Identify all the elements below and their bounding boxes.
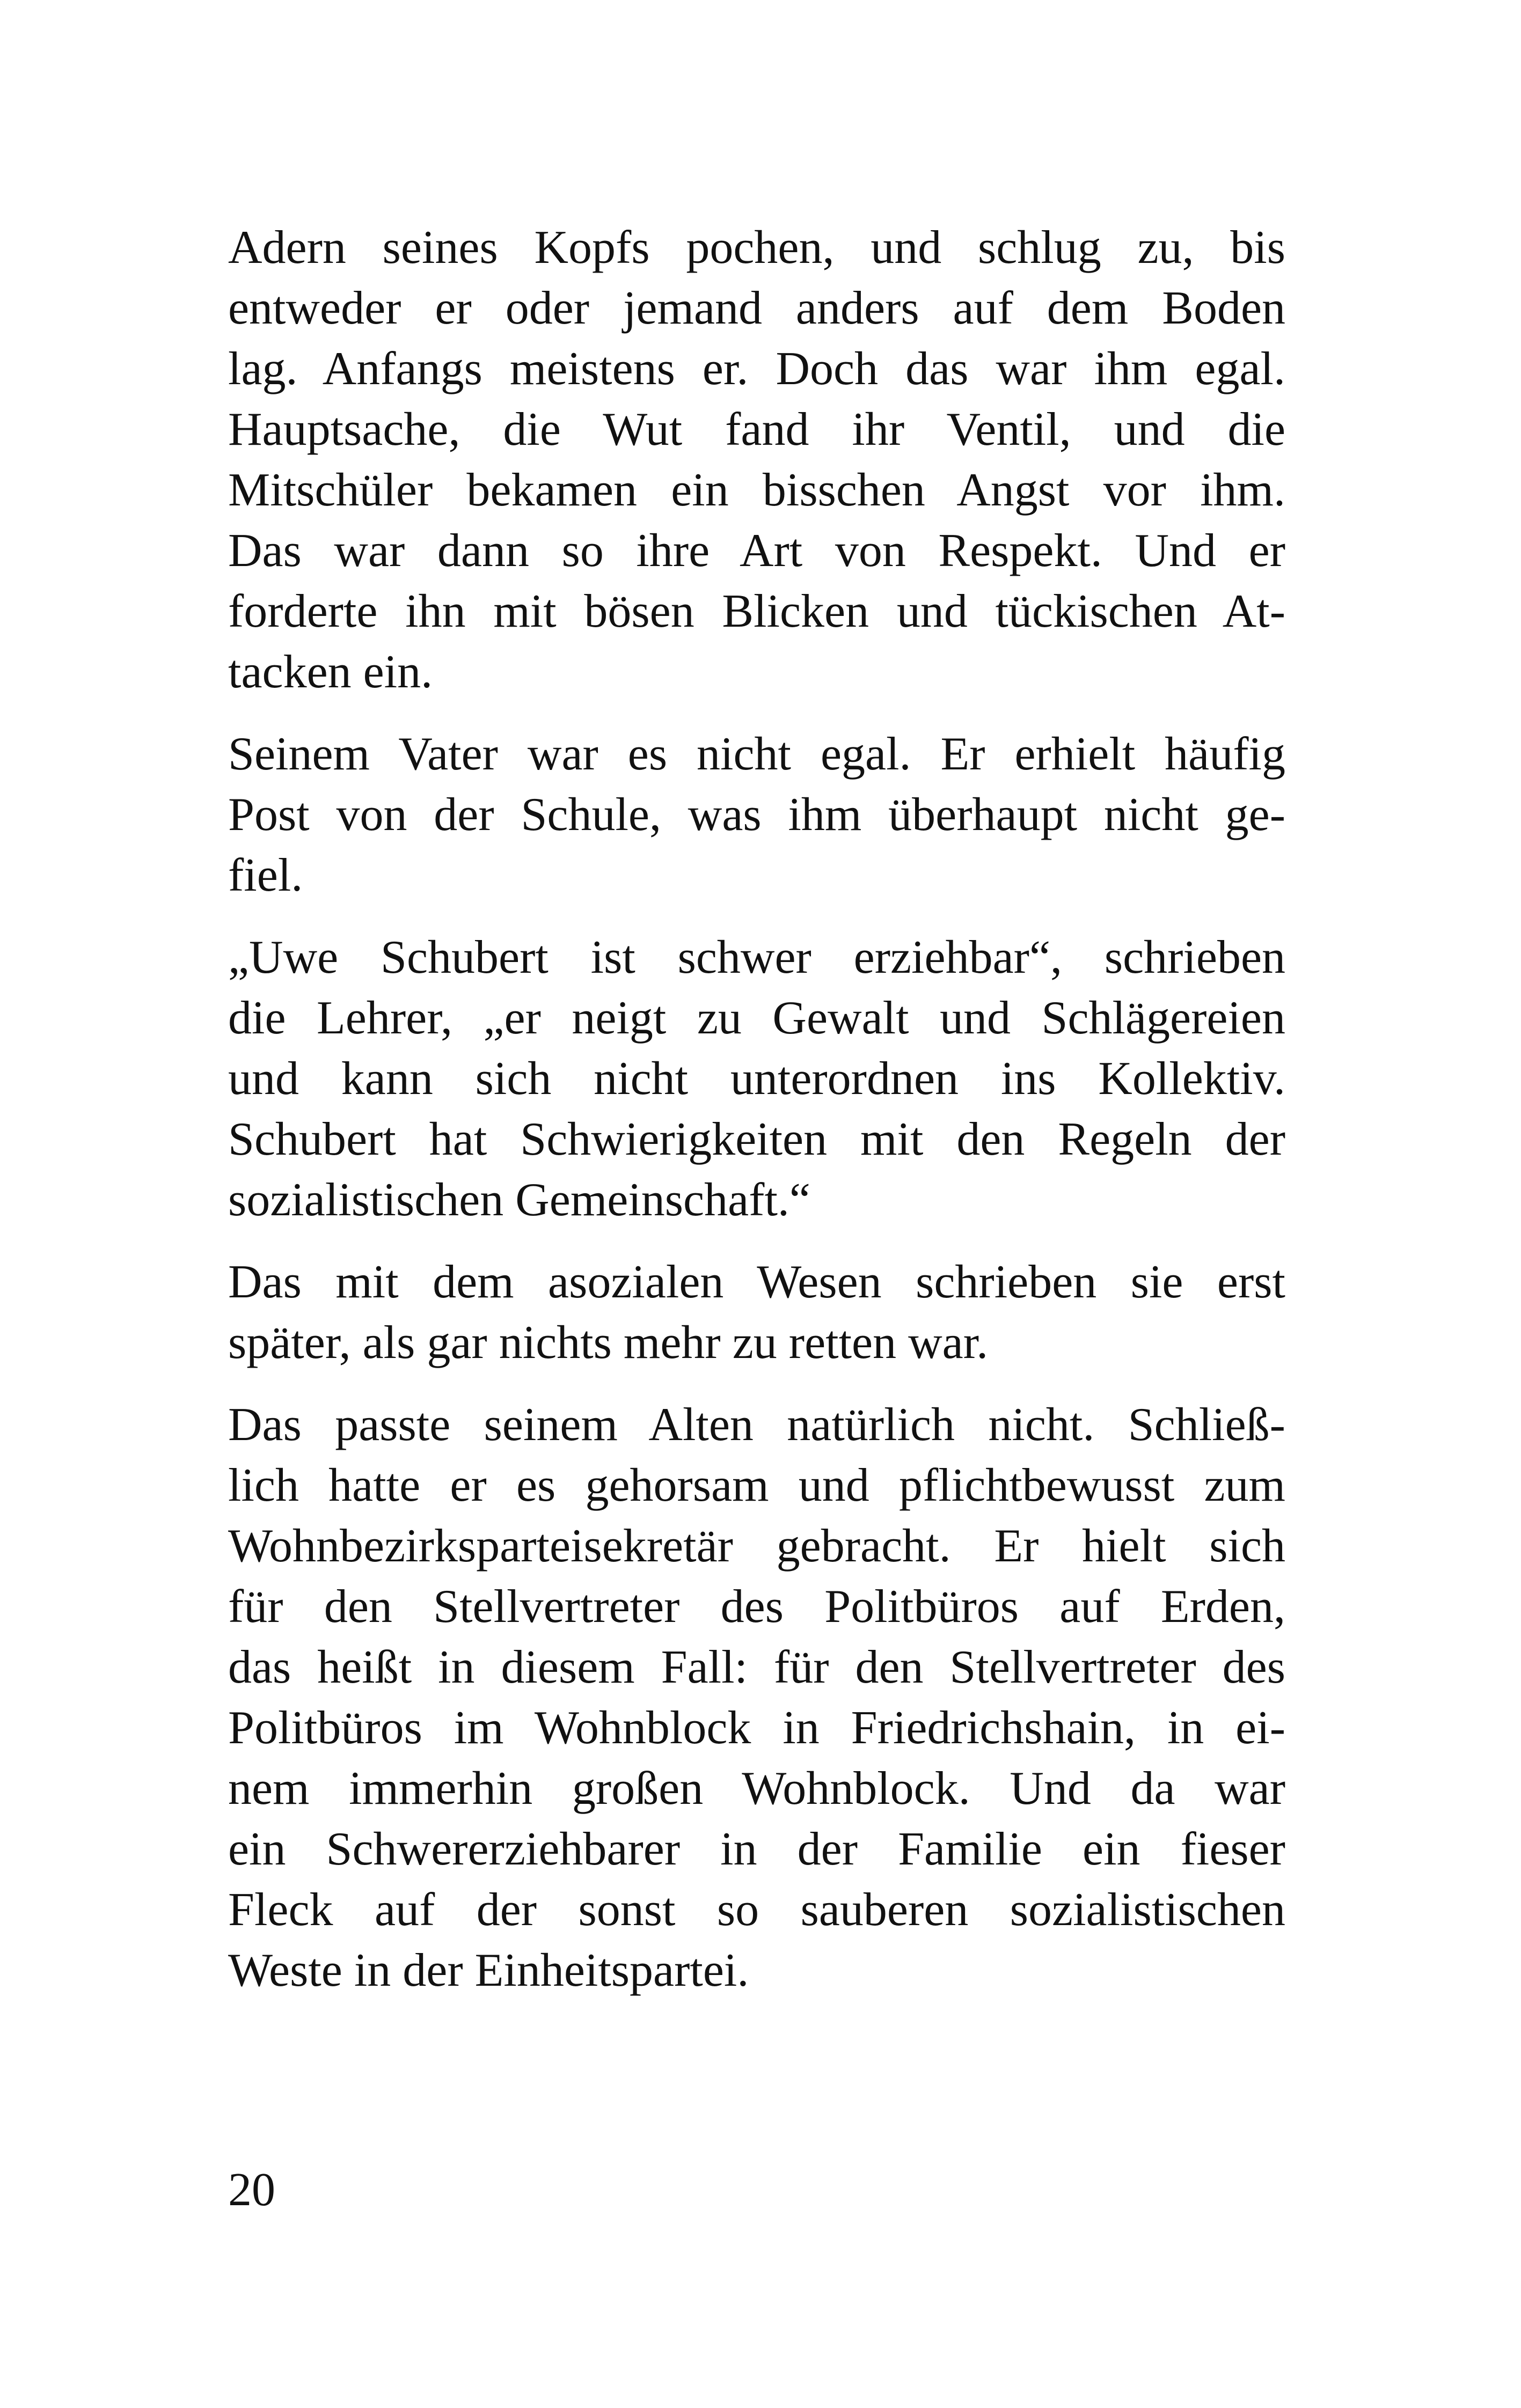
text-line: Adern seines Kopfs pochen, und schlug zu, bis (228, 222, 1285, 274)
text-line: das heißt in diesem Fall: für den Stellvertreter des (228, 1641, 1285, 1693)
page-number: 20 (228, 2164, 275, 2216)
text-line: „Uwe Schubert ist schwer erziehbar“, schrieben (228, 931, 1285, 983)
text-line: Das passte seinem Alten natürlich nicht. Schließ- (228, 1399, 1285, 1451)
text-line: fiel. (228, 849, 303, 901)
text-line: Fleck auf der sonst so sauberen sozialistischen (228, 1884, 1285, 1936)
text-line: später, als gar nichts mehr zu retten war. (228, 1317, 989, 1369)
paragraph (228, 1394, 1285, 2001)
text-line: die Lehrer, „er neigt zu Gewalt und Schlägereien (228, 992, 1285, 1044)
text-line: Schubert hat Schwierigkeiten mit den Regeln der (228, 1113, 1285, 1165)
body-text (228, 217, 1285, 2022)
text-line: entweder er oder jemand anders auf dem Boden (228, 282, 1285, 334)
text-line: Seinem Vater war es nicht egal. Er erhielt häufig (228, 728, 1285, 780)
text-line: Politbüros im Wohnblock in Friedrichshain, in ei- (228, 1702, 1285, 1754)
text-line: und kann sich nicht unterordnen ins Kollektiv. (228, 1053, 1285, 1105)
text-line: Mitschüler bekamen ein bisschen Angst vor ihm. (228, 464, 1285, 516)
text-line: lag. Anfangs meistens er. Doch das war ihm egal. (228, 343, 1285, 395)
text-line: Das war dann so ihre Art von Respekt. Und er (228, 525, 1285, 577)
paragraph (228, 724, 1285, 906)
text-line: lich hatte er es gehorsam und pflichtbewusst zum (228, 1459, 1285, 1511)
text-line: Weste in der Einheitspartei. (228, 1944, 749, 1996)
text-line: Wohnbezirksparteisekretär gebracht. Er hielt sich (228, 1520, 1285, 1572)
text-line: nem immerhin großen Wohnblock. Und da war (228, 1763, 1285, 1815)
text-line: sozialistischen Gemeinschaft.“ (228, 1174, 810, 1226)
paragraph (228, 1252, 1285, 1373)
paragraph (228, 217, 1285, 702)
paragraph (228, 927, 1285, 1230)
text-line: Hauptsache, die Wut fand ihr Ventil, und die (228, 403, 1285, 456)
text-line: Post von der Schule, was ihm überhaupt nicht ge- (228, 789, 1285, 841)
text-line: Das mit dem asozialen Wesen schrieben sie erst (228, 1256, 1285, 1308)
text-line: ein Schwererziehbarer in der Familie ein fieser (228, 1823, 1285, 1875)
text-line: tacken ein. (228, 646, 433, 698)
text-line: für den Stellvertreter des Politbüros auf Erden, (228, 1581, 1285, 1633)
text-line: forderte ihn mit bösen Blicken und tückischen At- (228, 585, 1285, 637)
